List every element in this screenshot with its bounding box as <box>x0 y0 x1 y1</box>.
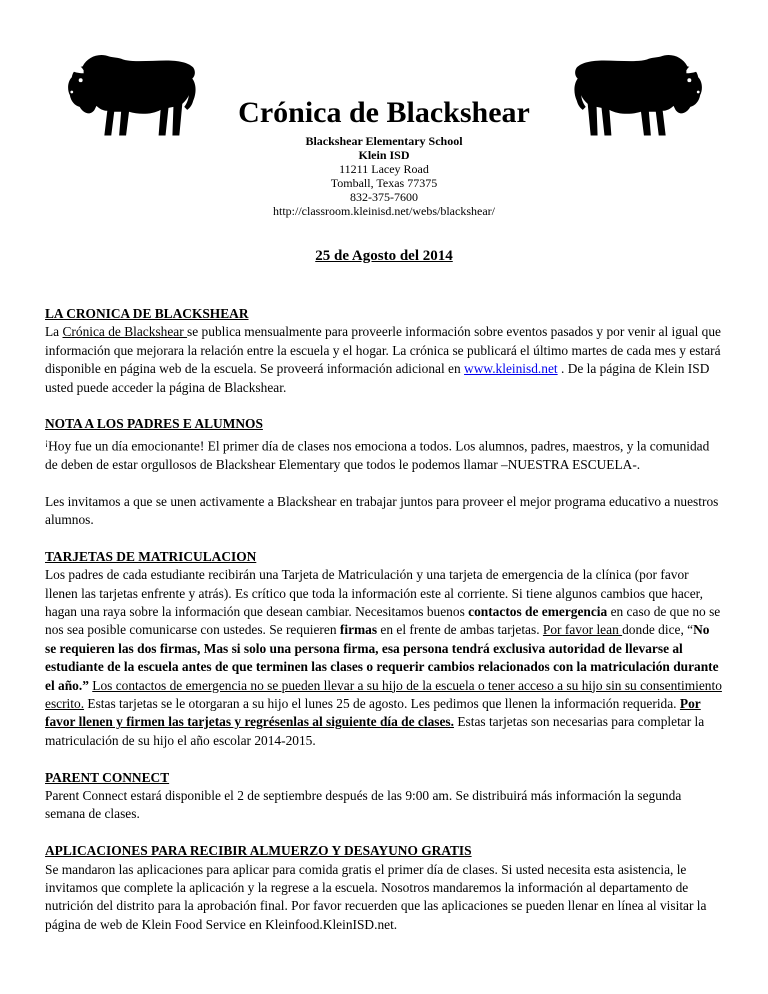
bison-image-right <box>566 40 714 152</box>
section-heading: TARJETAS DE MATRICULACION <box>45 548 257 564</box>
newsletter-section <box>45 769 723 824</box>
newsletter-section <box>45 415 723 529</box>
newsletter-date: 25 de Agosto del 2014 <box>315 248 453 264</box>
section-heading: APLICACIONES PARA RECIBIR ALMUERZO Y DESAYUNO GRATIS <box>45 843 472 859</box>
text-run: Estas tarjetas se le otorgaran a su hijo el lunes 25 de agosto. Les pedimos que llenen la información requerida. <box>84 695 680 711</box>
school-website-url: http://classroom.kleinisd.net/webs/blackshear/ <box>273 204 495 218</box>
paragraph <box>45 493 723 530</box>
text-run: en el frente de ambas tarjetas. <box>377 622 543 638</box>
newsletter-body <box>45 305 723 934</box>
bison-icon <box>566 40 714 152</box>
paragraph <box>45 787 723 824</box>
text-run: . De la página de Klein ISD usted puede acceder la página de Blackshear. <box>45 361 710 395</box>
school-name: Blackshear Elementary School <box>305 134 463 148</box>
section-heading: NOTA A LOS PADRES E ALUMNOS <box>45 416 263 432</box>
paragraph <box>45 434 723 474</box>
newsletter-section <box>45 548 723 750</box>
newsletter-section <box>45 305 723 397</box>
text-run: Hoy fue un día emocionante! El primer día de clases nos emociona a todos. Los alumnos, padres, maestros, y la comunidad de deben de estar orgullosos de Blackshear Elementary que todos le podemos llamar –NUESTRA ESCUELA-. <box>45 438 710 472</box>
text-run: Se mandaron las aplicaciones para aplicar para comida gratis el primer día de clases. Si usted necesita esta asistencia, le invitamos que complete la aplicación y la regrese a la escuela. Nosotros mandaremos la información al departamento de nutrición del distrito para la aprobación final. Por favor recuerden que las aplicaciones se pueden llenar en línea al visitar la página de web de Klein Food Service en Kleinfood.KleinISD.net. <box>45 861 707 932</box>
text-run: Por favor llenen y firmen las tarjetas y regrésenlas al siguiente día de clases. <box>45 695 701 730</box>
phone-number: 832-375-7600 <box>350 190 418 204</box>
paragraph <box>45 323 723 397</box>
newsletter-section <box>45 842 723 934</box>
address-line-1: 11211 Lacey Road <box>339 162 429 176</box>
text-run: Parent Connect estará disponible el 2 de septiembre después de las 9:00 am. Se distribuirá más información la segunda semana de clases. <box>45 787 682 822</box>
text-run: Estas tarjetas son necesarias para completar la matriculación de su hijo el año escolar 2014-2015. <box>45 714 705 748</box>
text-run: donde dice, “ <box>622 622 694 638</box>
section-heading: PARENT CONNECT <box>45 769 170 785</box>
district-name: Klein ISD <box>358 148 410 162</box>
section-heading: LA CRONICA DE BLACKSHEAR <box>45 306 249 321</box>
text-run: en caso de que no se nos sea posible comunicarse con ustedes. Se requieren <box>45 603 721 638</box>
text-run: se publica mensualmente para proveerle información sobre eventos pasados y por venir al igual que información que mejorara la relación entre la escuela y el hogar. La crónica se publicará el último martes de cada mes y estará disponible en página web de la escuela. Se proveerá información adicional en <box>45 324 721 377</box>
text-run: Les invitamos a que se unen activamente a Blackshear en trabajar juntos para proveer el mejor programa educativo a nuestros alumnos. <box>45 493 719 527</box>
newsletter-title: Crónica de Blackshear <box>238 96 530 129</box>
text-run: Crónica de Blackshear <box>62 324 188 340</box>
text-run: contactos de emergencia <box>468 603 608 619</box>
paragraph <box>45 861 723 935</box>
address-line-2: Tomball, Texas 77375 <box>330 176 438 190</box>
text-run: No se requieren las dos firmas, Mas si solo una persona firma, esa persona tendrá exclusiva autoridad de llevarse al estudiante de la escuela antes de que terminen las clases o requerir cambios relacionados con la matriculación durante el año.” <box>45 622 719 693</box>
bison-icon <box>56 40 204 152</box>
text-run: firmas <box>339 622 378 638</box>
text-run: Los padres de cada estudiante recibirán una Tarjeta de Matriculación y una tarjeta de emergencia de la clínica (por favor llenen las tarjetas enfrente y atrás). Es crítico que toda la información este al corriente. Si tiene algunos cambios que hacer, hagan una raya sobre la información que desean cambiar. Necesitamos buenos <box>45 567 703 619</box>
text-run: ¡ <box>45 437 49 448</box>
text-run: Los contactos de emergencia no se pueden llevar a su hijo de la escuela o tener acceso a su hijo sin su consentimiento escrito. <box>45 677 722 711</box>
inline-link[interactable]: www.kleinisd.net <box>464 361 558 377</box>
text-run: Por favor lean <box>542 622 623 638</box>
paragraph <box>45 566 723 750</box>
text-run: La <box>45 324 63 340</box>
bison-image-left <box>56 40 204 152</box>
